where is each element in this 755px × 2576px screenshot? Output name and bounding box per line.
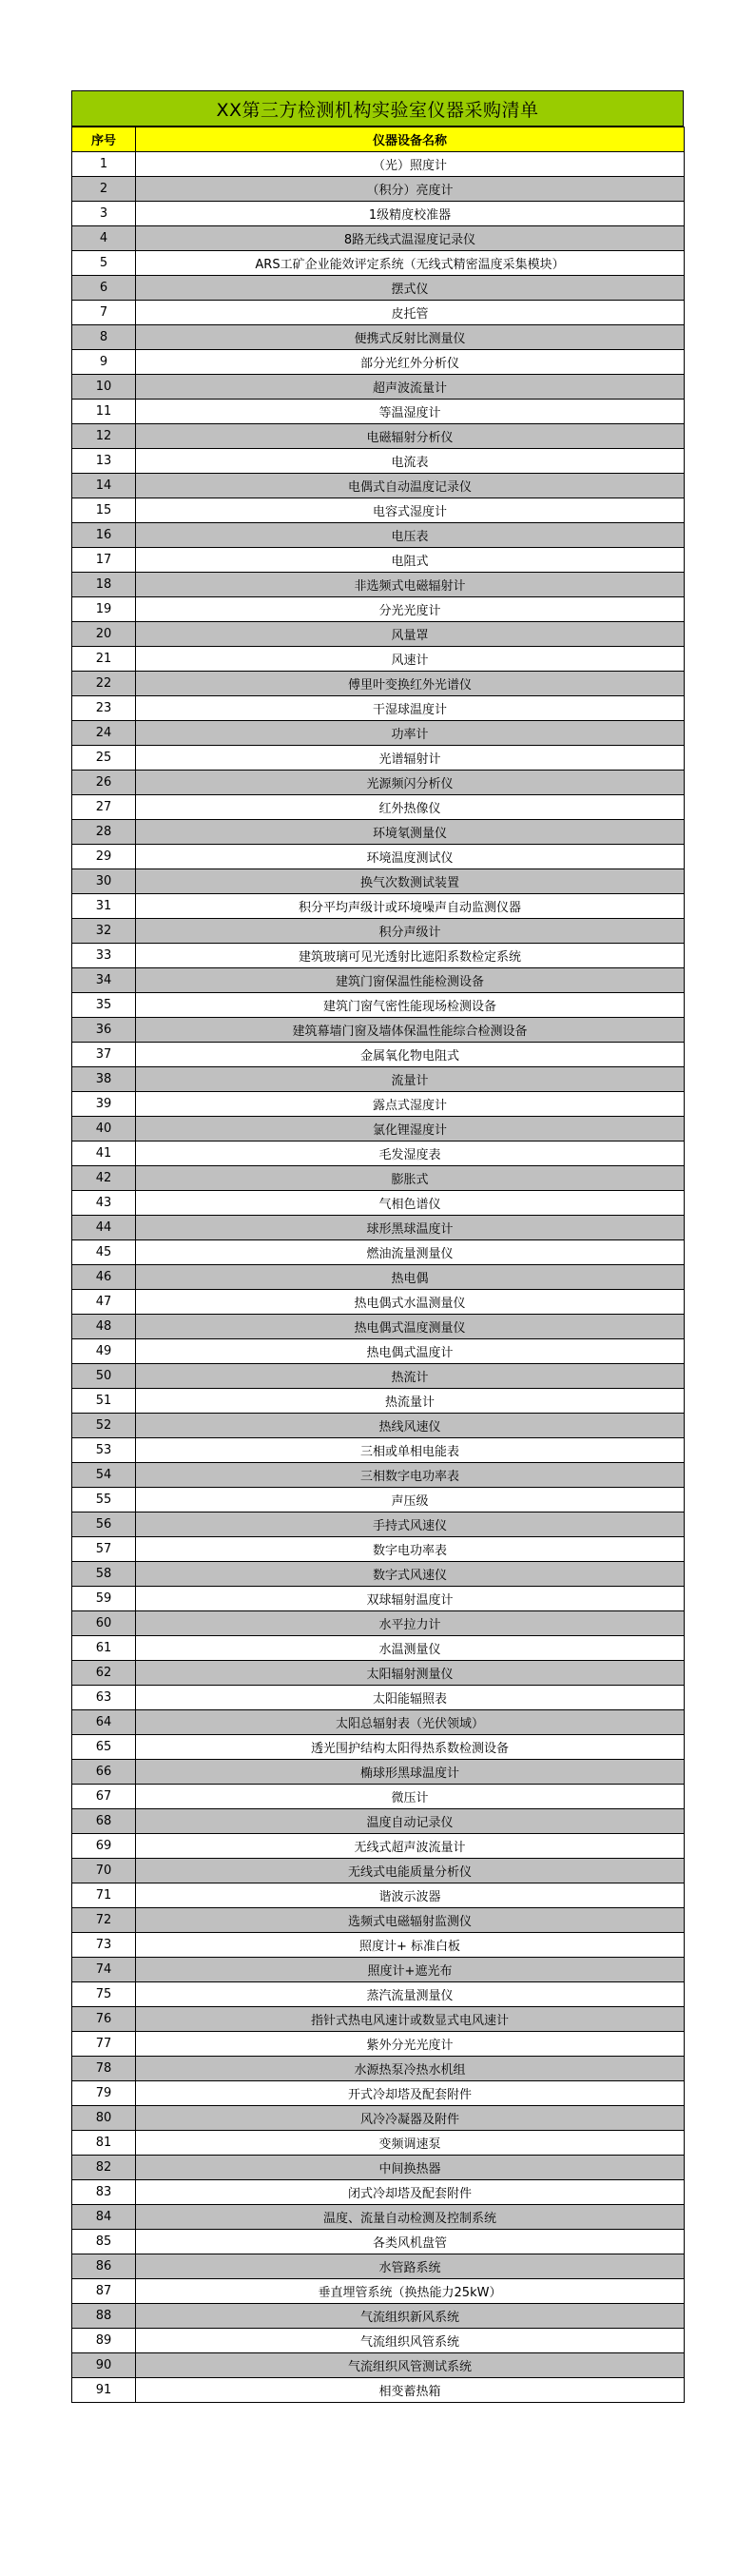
table-row (72, 2131, 685, 2156)
serial-number-cell: 84 (72, 2205, 136, 2230)
serial-number-cell: 13 (72, 449, 136, 474)
serial-number-cell: 67 (72, 1785, 136, 1809)
instrument-name-cell: 非选频式电磁辐射计 (136, 573, 685, 597)
serial-number-cell: 21 (72, 647, 136, 672)
serial-number-cell: 41 (72, 1142, 136, 1166)
instrument-name-cell: 三相数字电功率表 (136, 1463, 685, 1488)
instrument-name-cell: 电偶式自动温度记录仪 (136, 474, 685, 498)
serial-number-cell: 34 (72, 968, 136, 993)
table-row (72, 1488, 685, 1512)
table-row (72, 1067, 685, 1092)
instrument-name-cell: 换气次数测试装置 (136, 869, 685, 894)
serial-number-cell: 90 (72, 2353, 136, 2378)
instrument-name-cell: 蒸汽流量测量仪 (136, 1982, 685, 2007)
instrument-name-cell: 1级精度校准器 (136, 202, 685, 226)
instrument-name-cell: 积分声级计 (136, 919, 685, 944)
instrument-name-cell: 各类风机盘管 (136, 2230, 685, 2254)
instrument-name-cell: 热电偶 (136, 1265, 685, 1290)
serial-number-cell: 32 (72, 919, 136, 944)
table-row (72, 1710, 685, 1735)
serial-number-cell: 26 (72, 771, 136, 795)
serial-number-cell: 33 (72, 944, 136, 968)
serial-number-cell: 14 (72, 474, 136, 498)
table-row (72, 350, 685, 375)
serial-number-cell: 6 (72, 276, 136, 301)
instrument-name-cell: 紫外分光光度计 (136, 2032, 685, 2057)
serial-number-cell: 51 (72, 1389, 136, 1414)
instrument-name-cell: 水管路系统 (136, 2254, 685, 2279)
instrument-name-cell: 建筑门窗气密性能现场检测设备 (136, 993, 685, 1018)
serial-number-cell: 8 (72, 325, 136, 350)
serial-number-cell: 15 (72, 498, 136, 523)
instrument-name-cell: 摆式仪 (136, 276, 685, 301)
table-row (72, 1018, 685, 1043)
serial-number-cell: 19 (72, 597, 136, 622)
instrument-name-cell: 双球辐射温度计 (136, 1587, 685, 1611)
serial-number-cell: 20 (72, 622, 136, 647)
table-row (72, 276, 685, 301)
table-row (72, 1512, 685, 1537)
table-row (72, 1834, 685, 1859)
serial-number-cell: 81 (72, 2131, 136, 2156)
table-row (72, 1958, 685, 1982)
instrument-name-cell: 电容式湿度计 (136, 498, 685, 523)
instrument-name-cell: 部分光红外分析仪 (136, 350, 685, 375)
serial-number-cell: 69 (72, 1834, 136, 1859)
instrument-name-cell: ARS工矿企业能效评定系统（无线式精密温度采集模块） (136, 251, 685, 276)
instrument-name-cell: （积分）亮度计 (136, 177, 685, 202)
procurement-sheet (71, 90, 684, 2403)
table-row (72, 1438, 685, 1463)
instrument-name-cell: 选频式电磁辐射监测仪 (136, 1908, 685, 1933)
table-row (72, 1290, 685, 1315)
table-row (72, 1315, 685, 1339)
table-row (72, 548, 685, 573)
serial-number-cell: 74 (72, 1958, 136, 1982)
serial-number-cell: 24 (72, 721, 136, 746)
serial-number-cell: 77 (72, 2032, 136, 2057)
instrument-name-cell: 光谱辐射计 (136, 746, 685, 771)
table-header-row (72, 127, 685, 152)
serial-number-cell: 80 (72, 2106, 136, 2131)
serial-number-cell: 44 (72, 1216, 136, 1240)
instrument-name-cell: 8路无线式温湿度记录仪 (136, 226, 685, 251)
table-row (72, 375, 685, 400)
instrument-name-cell: 分光光度计 (136, 597, 685, 622)
instrument-name-cell: 热线风速仪 (136, 1414, 685, 1438)
instrument-name-cell: 太阳辐射测量仪 (136, 1661, 685, 1686)
serial-number-cell: 68 (72, 1809, 136, 1834)
instrument-name-cell: 建筑门窗保温性能检测设备 (136, 968, 685, 993)
instrument-name-cell: 功率计 (136, 721, 685, 746)
instrument-name-cell: 热电偶式温度测量仪 (136, 1315, 685, 1339)
serial-number-cell: 88 (72, 2304, 136, 2329)
instrument-name-cell: 水温测量仪 (136, 1636, 685, 1661)
table-row (72, 2279, 685, 2304)
serial-number-cell: 4 (72, 226, 136, 251)
instrument-name-cell: 太阳能辐照表 (136, 1686, 685, 1710)
table-row (72, 1611, 685, 1636)
instrument-name-cell: 干湿球温度计 (136, 696, 685, 721)
instrument-name-cell: 开式冷却塔及配套附件 (136, 2081, 685, 2106)
instrument-name-cell: 太阳总辐射表（光伏领域） (136, 1710, 685, 1735)
instrument-name-cell: 气相色谱仪 (136, 1191, 685, 1216)
serial-number-cell: 11 (72, 400, 136, 424)
serial-number-cell: 73 (72, 1933, 136, 1958)
header-serial-number: 序号 (72, 127, 136, 152)
instrument-name-cell: 金属氧化物电阻式 (136, 1043, 685, 1067)
table-row (72, 424, 685, 449)
instrument-name-cell: 气流组织风管测试系统 (136, 2353, 685, 2378)
serial-number-cell: 62 (72, 1661, 136, 1686)
table-row (72, 2205, 685, 2230)
instrument-name-cell: 燃油流量测量仪 (136, 1240, 685, 1265)
instrument-name-cell: 球形黑球温度计 (136, 1216, 685, 1240)
table-row (72, 573, 685, 597)
sheet-title: XX第三方检测机构实验室仪器采购清单 (71, 90, 684, 127)
instrument-name-cell: 椭球形黑球温度计 (136, 1760, 685, 1785)
instrument-name-cell: 热电偶式温度计 (136, 1339, 685, 1364)
table-row (72, 1043, 685, 1067)
serial-number-cell: 35 (72, 993, 136, 1018)
serial-number-cell: 89 (72, 2329, 136, 2353)
serial-number-cell: 82 (72, 2156, 136, 2180)
instrument-name-cell: 无线式电能质量分析仪 (136, 1859, 685, 1883)
table-row (72, 1809, 685, 1834)
serial-number-cell: 2 (72, 177, 136, 202)
instrument-name-cell: 膨胀式 (136, 1166, 685, 1191)
serial-number-cell: 83 (72, 2180, 136, 2205)
serial-number-cell: 16 (72, 523, 136, 548)
table-row (72, 944, 685, 968)
table-row (72, 2057, 685, 2081)
table-row (72, 523, 685, 548)
table-row (72, 2254, 685, 2279)
instrument-name-cell: 皮托管 (136, 301, 685, 325)
serial-number-cell: 25 (72, 746, 136, 771)
serial-number-cell: 50 (72, 1364, 136, 1389)
serial-number-cell: 53 (72, 1438, 136, 1463)
instrument-name-cell: 水源热泵冷热水机组 (136, 2057, 685, 2081)
table-row (72, 1933, 685, 1958)
serial-number-cell: 40 (72, 1117, 136, 1142)
serial-number-cell: 59 (72, 1587, 136, 1611)
instrument-name-cell: 毛发湿度表 (136, 1142, 685, 1166)
table-row (72, 696, 685, 721)
instrument-name-cell: 相变蓄热箱 (136, 2378, 685, 2403)
instrument-name-cell: 等温湿度计 (136, 400, 685, 424)
instrument-name-cell: 风量罩 (136, 622, 685, 647)
instrument-name-cell: 光源频闪分析仪 (136, 771, 685, 795)
instrument-name-cell: 风速计 (136, 647, 685, 672)
serial-number-cell: 17 (72, 548, 136, 573)
table-row (72, 1463, 685, 1488)
instrument-name-cell: 露点式湿度计 (136, 1092, 685, 1117)
instrument-name-cell: 无线式超声波流量计 (136, 1834, 685, 1859)
instrument-name-cell: 手持式风速仪 (136, 1512, 685, 1537)
serial-number-cell: 70 (72, 1859, 136, 1883)
instrument-name-cell: 数字式风速仪 (136, 1562, 685, 1587)
serial-number-cell: 36 (72, 1018, 136, 1043)
serial-number-cell: 10 (72, 375, 136, 400)
table-row (72, 721, 685, 746)
table-row (72, 1636, 685, 1661)
table-row (72, 1735, 685, 1760)
serial-number-cell: 86 (72, 2254, 136, 2279)
table-row (72, 1117, 685, 1142)
table-row (72, 2230, 685, 2254)
serial-number-cell: 49 (72, 1339, 136, 1364)
table-row (72, 894, 685, 919)
serial-number-cell: 46 (72, 1265, 136, 1290)
instrument-name-cell: 电流表 (136, 449, 685, 474)
table-row (72, 1092, 685, 1117)
instrument-name-cell: 建筑玻璃可见光透射比遮阳系数检定系统 (136, 944, 685, 968)
table-row (72, 795, 685, 820)
table-row (72, 2106, 685, 2131)
instrument-name-cell: 积分平均声级计或环境噪声自动监测仪器 (136, 894, 685, 919)
serial-number-cell: 3 (72, 202, 136, 226)
serial-number-cell: 37 (72, 1043, 136, 1067)
serial-number-cell: 23 (72, 696, 136, 721)
serial-number-cell: 75 (72, 1982, 136, 2007)
table-row (72, 251, 685, 276)
header-instrument-name: 仪器设备名称 (136, 127, 685, 152)
serial-number-cell: 85 (72, 2230, 136, 2254)
table-row (72, 672, 685, 696)
instrument-name-cell: 环境温度测试仪 (136, 845, 685, 869)
serial-number-cell: 64 (72, 1710, 136, 1735)
instrument-name-cell: 热流量计 (136, 1389, 685, 1414)
instrument-name-cell: 温度自动记录仪 (136, 1809, 685, 1834)
table-row (72, 919, 685, 944)
serial-number-cell: 18 (72, 573, 136, 597)
instrument-name-cell: 超声波流量计 (136, 375, 685, 400)
table-row (72, 647, 685, 672)
serial-number-cell: 7 (72, 301, 136, 325)
serial-number-cell: 72 (72, 1908, 136, 1933)
table-row (72, 2329, 685, 2353)
table-row (72, 1240, 685, 1265)
instrument-name-cell: 流量计 (136, 1067, 685, 1092)
table-body (72, 152, 685, 2403)
table-row (72, 869, 685, 894)
serial-number-cell: 61 (72, 1636, 136, 1661)
table-row (72, 1166, 685, 1191)
serial-number-cell: 47 (72, 1290, 136, 1315)
table-row (72, 474, 685, 498)
table-row (72, 746, 685, 771)
instrument-name-cell: 气流组织风管系统 (136, 2329, 685, 2353)
table-row (72, 1785, 685, 1809)
instrument-name-cell: 热流计 (136, 1364, 685, 1389)
instrument-name-cell: 声压级 (136, 1488, 685, 1512)
table-row (72, 1339, 685, 1364)
serial-number-cell: 91 (72, 2378, 136, 2403)
instrument-name-cell: （光）照度计 (136, 152, 685, 177)
serial-number-cell: 28 (72, 820, 136, 845)
instrument-name-cell: 指针式热电风速计或数显式电风速计 (136, 2007, 685, 2032)
table-row (72, 2007, 685, 2032)
instrument-name-cell: 热电偶式水温测量仪 (136, 1290, 685, 1315)
instrument-name-cell: 便携式反射比测量仪 (136, 325, 685, 350)
table-row (72, 400, 685, 424)
serial-number-cell: 78 (72, 2057, 136, 2081)
table-row (72, 1414, 685, 1438)
table-row (72, 968, 685, 993)
instrument-table (71, 127, 685, 2403)
serial-number-cell: 42 (72, 1166, 136, 1191)
instrument-name-cell: 透光围护结构太阳得热系数检测设备 (136, 1735, 685, 1760)
instrument-name-cell: 环境氡测量仪 (136, 820, 685, 845)
table-row (72, 301, 685, 325)
serial-number-cell: 60 (72, 1611, 136, 1636)
table-row (72, 1587, 685, 1611)
table-row (72, 1389, 685, 1414)
table-row (72, 1859, 685, 1883)
table-row (72, 993, 685, 1018)
table-row (72, 1908, 685, 1933)
instrument-name-cell: 风冷冷凝器及附件 (136, 2106, 685, 2131)
serial-number-cell: 63 (72, 1686, 136, 1710)
instrument-name-cell: 温度、流量自动检测及控制系统 (136, 2205, 685, 2230)
instrument-name-cell: 水平拉力计 (136, 1611, 685, 1636)
table-row (72, 1216, 685, 1240)
table-row (72, 1883, 685, 1908)
table-row (72, 325, 685, 350)
serial-number-cell: 65 (72, 1735, 136, 1760)
table-row (72, 1686, 685, 1710)
table-row (72, 622, 685, 647)
serial-number-cell: 12 (72, 424, 136, 449)
table-row (72, 597, 685, 622)
table-row (72, 1982, 685, 2007)
instrument-name-cell: 三相或单相电能表 (136, 1438, 685, 1463)
serial-number-cell: 71 (72, 1883, 136, 1908)
serial-number-cell: 9 (72, 350, 136, 375)
table-row (72, 2353, 685, 2378)
instrument-name-cell: 电压表 (136, 523, 685, 548)
table-row (72, 1265, 685, 1290)
table-row (72, 845, 685, 869)
instrument-name-cell: 谐波示波器 (136, 1883, 685, 1908)
instrument-name-cell: 闭式冷却塔及配套附件 (136, 2180, 685, 2205)
table-row (72, 498, 685, 523)
table-row (72, 449, 685, 474)
serial-number-cell: 1 (72, 152, 136, 177)
serial-number-cell: 38 (72, 1067, 136, 1092)
table-row (72, 2081, 685, 2106)
instrument-name-cell: 气流组织新风系统 (136, 2304, 685, 2329)
instrument-name-cell: 氯化锂湿度计 (136, 1117, 685, 1142)
serial-number-cell: 58 (72, 1562, 136, 1587)
serial-number-cell: 30 (72, 869, 136, 894)
serial-number-cell: 66 (72, 1760, 136, 1785)
table-row (72, 1537, 685, 1562)
serial-number-cell: 48 (72, 1315, 136, 1339)
table-row (72, 152, 685, 177)
instrument-name-cell: 微压计 (136, 1785, 685, 1809)
serial-number-cell: 27 (72, 795, 136, 820)
serial-number-cell: 55 (72, 1488, 136, 1512)
table-row (72, 1364, 685, 1389)
table-row (72, 226, 685, 251)
instrument-name-cell: 照度计+ 标准白板 (136, 1933, 685, 1958)
serial-number-cell: 29 (72, 845, 136, 869)
serial-number-cell: 45 (72, 1240, 136, 1265)
table-row (72, 177, 685, 202)
serial-number-cell: 43 (72, 1191, 136, 1216)
serial-number-cell: 54 (72, 1463, 136, 1488)
instrument-name-cell: 建筑幕墙门窗及墙体保温性能综合检测设备 (136, 1018, 685, 1043)
instrument-name-cell: 电阻式 (136, 548, 685, 573)
table-row (72, 1760, 685, 1785)
table-row (72, 820, 685, 845)
table-row (72, 2156, 685, 2180)
instrument-name-cell: 红外热像仪 (136, 795, 685, 820)
instrument-name-cell: 傅里叶变换红外光谱仪 (136, 672, 685, 696)
instrument-name-cell: 中间换热器 (136, 2156, 685, 2180)
serial-number-cell: 22 (72, 672, 136, 696)
table-row (72, 2032, 685, 2057)
table-row (72, 1142, 685, 1166)
instrument-name-cell: 数字电功率表 (136, 1537, 685, 1562)
table-row (72, 202, 685, 226)
serial-number-cell: 57 (72, 1537, 136, 1562)
table-row (72, 2180, 685, 2205)
serial-number-cell: 79 (72, 2081, 136, 2106)
serial-number-cell: 31 (72, 894, 136, 919)
serial-number-cell: 39 (72, 1092, 136, 1117)
table-row (72, 771, 685, 795)
serial-number-cell: 56 (72, 1512, 136, 1537)
serial-number-cell: 5 (72, 251, 136, 276)
table-row (72, 1661, 685, 1686)
table-row (72, 1191, 685, 1216)
instrument-name-cell: 变频调速泵 (136, 2131, 685, 2156)
serial-number-cell: 76 (72, 2007, 136, 2032)
instrument-name-cell: 垂直埋管系统（换热能力25kW） (136, 2279, 685, 2304)
instrument-name-cell: 照度计+遮光布 (136, 1958, 685, 1982)
serial-number-cell: 87 (72, 2279, 136, 2304)
table-row (72, 2304, 685, 2329)
table-row (72, 2378, 685, 2403)
instrument-name-cell: 电磁辐射分析仪 (136, 424, 685, 449)
table-row (72, 1562, 685, 1587)
serial-number-cell: 52 (72, 1414, 136, 1438)
